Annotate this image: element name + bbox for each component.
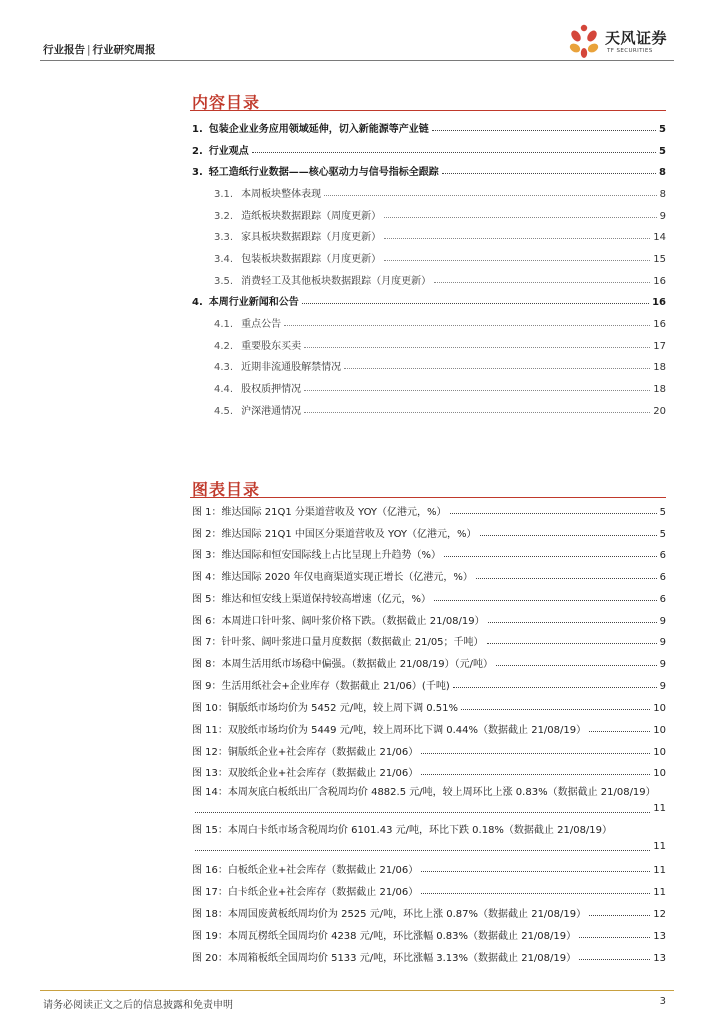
- toc-entry-label: [214, 402, 301, 417]
- toc-entry-text: 本周行业新闻和公告: [208, 297, 299, 308]
- logo-english-name: TF SECURITIES: [607, 48, 653, 54]
- toc-entry-label: [214, 272, 431, 287]
- figure-entry[interactable]: [192, 720, 666, 736]
- figure-entry-label: 图 12：铜版纸企业+社会库存（数据截止 21/06）: [192, 747, 419, 758]
- toc-entry-number: 4.5.: [214, 406, 234, 417]
- figure-entry-page: 6: [659, 572, 666, 583]
- figure-entry-page: 13: [653, 931, 666, 942]
- figures-title: 图表目录: [192, 480, 261, 499]
- figure-entry-label: 图 20：本周箱板纸全国周均价 5133 元/吨，环比涨幅 3.13%（数据截止 21/08/19）: [192, 953, 577, 964]
- toc-entry-text: 家具板块数据跟踪（月度更新）: [241, 232, 382, 243]
- dot-leader: [304, 412, 650, 413]
- dot-leader: [384, 238, 650, 239]
- toc-entry-number: 3.5.: [214, 276, 234, 287]
- toc-entry-text: 沪深港通情况: [241, 406, 302, 417]
- figure-entry-label: 图 19：本周瓦楞纸全国周均价 4238 元/吨，环比涨幅 0.83%（数据截止 21/08/19）: [192, 931, 577, 942]
- dot-leader: [195, 850, 650, 851]
- dot-leader: [496, 665, 657, 666]
- figure-entry-label: 图 14：本周灰底白板纸出厂含税周均价 4882.5 元/吨，较上周环比上涨 0.83%（数据截止 21/08/19）: [192, 787, 656, 798]
- toc-entry[interactable]: [214, 184, 666, 200]
- dot-leader: [252, 152, 656, 153]
- figure-entry-label: 图 3：维达国际和恒安国际线上占比呈现上升趋势（%）: [192, 550, 442, 561]
- header-divider: [40, 60, 674, 61]
- figure-entry-page: 6: [659, 550, 666, 561]
- dot-leader: [579, 959, 650, 960]
- toc-entry-label: [192, 293, 299, 308]
- figure-entry[interactable]: [192, 676, 666, 692]
- figure-entry-page: 9: [659, 637, 666, 648]
- toc-entry[interactable]: [214, 357, 666, 373]
- toc-entry-text: 股权质押情况: [241, 384, 302, 395]
- figure-entry-page: 9: [659, 659, 666, 670]
- toc-entry-page: 16: [652, 297, 666, 308]
- dot-leader: [488, 622, 657, 623]
- figure-entry[interactable]: [192, 948, 666, 964]
- toc-entry[interactable]: [192, 119, 666, 135]
- dot-leader: [302, 303, 649, 304]
- figure-entry-page: 13: [653, 953, 666, 964]
- figure-entry[interactable]: [192, 904, 666, 920]
- toc-entry-page: 14: [653, 232, 666, 243]
- toc-entry[interactable]: [192, 292, 666, 308]
- figure-entry-page: 10: [653, 768, 666, 779]
- toc-entry-page: 16: [653, 276, 666, 287]
- figure-entry[interactable]: [192, 589, 666, 605]
- logo-chinese-name: 天风证券: [605, 29, 668, 47]
- figure-entry-page: 11: [653, 887, 666, 898]
- toc-entry-text: 重要股东买卖: [241, 341, 302, 352]
- toc-entry-text: 近期非流通股解禁情况: [241, 362, 342, 373]
- dot-leader: [450, 513, 657, 514]
- figure-entry[interactable]: [192, 502, 666, 518]
- figure-entry-label: 图 17：白卡纸企业+社会库存（数据截止 21/06）: [192, 887, 419, 898]
- dot-leader: [384, 260, 650, 261]
- dot-leader: [284, 325, 650, 326]
- toc-entry-label: [192, 120, 429, 135]
- dot-leader: [421, 753, 650, 754]
- toc-entry[interactable]: [214, 379, 666, 395]
- toc-entry-label: [214, 207, 381, 222]
- contents-title-rule: [190, 110, 666, 111]
- figure-entry-page: 6: [659, 594, 666, 605]
- figures-title-rule: [190, 497, 666, 498]
- figure-entry[interactable]: [192, 860, 666, 876]
- dot-leader: [384, 217, 657, 218]
- toc-entry-number: 4.2.: [214, 341, 234, 352]
- toc-entry-number: 4.1.: [214, 319, 234, 330]
- toc-entry-text: 行业观点: [208, 146, 249, 157]
- figure-entry-label: 图 13：双胶纸企业+社会库存（数据截止 21/06）: [192, 768, 419, 779]
- figure-entry-page: 5: [659, 529, 666, 540]
- toc-entry[interactable]: [214, 314, 666, 330]
- toc-entry-number: 3.: [192, 167, 203, 178]
- dot-leader: [476, 578, 657, 579]
- dot-leader: [304, 390, 650, 391]
- figure-entry-page: 11: [653, 841, 666, 852]
- figure-entry-label: 图 6：本周进口针叶浆、阔叶浆价格下跌。（数据截止 21/08/19）: [192, 616, 485, 627]
- figure-entry-page: 5: [659, 507, 666, 518]
- figure-entry-page: 9: [659, 681, 666, 692]
- dot-leader: [453, 687, 657, 688]
- toc-entry-number: 4.: [192, 297, 203, 308]
- figure-entry[interactable]: [192, 567, 666, 583]
- dot-leader: [589, 915, 650, 916]
- dot-leader: [579, 937, 650, 938]
- figure-entry-page: 11: [653, 803, 666, 814]
- toc-entry-label: [214, 337, 301, 352]
- toc-entry[interactable]: [192, 162, 666, 178]
- figure-entry[interactable]: [192, 823, 666, 855]
- figure-entry[interactable]: [192, 524, 666, 540]
- toc-entry-number: 4.4.: [214, 384, 234, 395]
- toc-entry-page: 17: [653, 341, 666, 352]
- page-number: 3: [659, 996, 666, 1007]
- dot-leader: [432, 130, 656, 131]
- tf-securities-logo: [567, 23, 677, 61]
- toc-entry-text: 包装企业业务应用领域延伸，切入新能源等产业链: [208, 124, 429, 135]
- toc-entry[interactable]: [192, 141, 666, 157]
- toc-entry-label: [214, 358, 341, 373]
- dot-leader: [344, 368, 650, 369]
- toc-entry-number: 2.: [192, 146, 203, 157]
- dot-leader: [421, 871, 650, 872]
- toc-entry[interactable]: [214, 249, 666, 265]
- figure-entry-page: 12: [653, 909, 666, 920]
- dot-leader: [442, 173, 656, 174]
- dot-leader: [487, 643, 657, 644]
- figure-entry-label: 图 7：针叶浆、阔叶浆进口量月度数据（数据截止 21/05；千吨）: [192, 637, 484, 648]
- dot-leader: [195, 812, 650, 813]
- toc-entry-page: 5: [659, 124, 666, 135]
- contents-title: 内容目录: [192, 93, 261, 112]
- figure-entry-page: 10: [653, 725, 666, 736]
- toc-entry[interactable]: [214, 271, 666, 287]
- dot-leader: [421, 774, 650, 775]
- figure-entry-page: 9: [659, 616, 666, 627]
- figure-entry[interactable]: [192, 785, 666, 817]
- figure-entry-page: 10: [653, 703, 666, 714]
- toc-entry-label: [214, 185, 321, 200]
- toc-entry-page: 16: [653, 319, 666, 330]
- toc-entry-text: 轻工造纸行业数据——核心驱动力与信号指标全跟踪: [208, 167, 439, 178]
- toc-entry-number: 1.: [192, 124, 203, 135]
- toc-entry-page: 9: [659, 211, 666, 222]
- doc-type: 行业报告: [43, 44, 85, 56]
- toc-entry-number: 3.4.: [214, 254, 234, 265]
- figure-entry-label: 图 2：维达国际 21Q1 中国区分渠道营收及 YOY（亿港元，%）: [192, 529, 477, 540]
- figure-entry-label: 图 4：维达国际 2020 年仅电商渠道实现正增长（亿港元，%）: [192, 572, 473, 583]
- dot-leader: [304, 347, 650, 348]
- figure-entry[interactable]: [192, 545, 666, 561]
- toc-entry-label: [192, 142, 249, 157]
- footer-divider: [40, 990, 674, 991]
- toc-entry-label: [214, 315, 281, 330]
- figure-entry-page: 10: [653, 747, 666, 758]
- toc-entry-label: [214, 250, 381, 265]
- figure-entry-label: 图 1：维达国际 21Q1 分渠道营收及 YOY（亿港元，%）: [192, 507, 447, 518]
- toc-entry[interactable]: [214, 336, 666, 352]
- toc-entry-label: [214, 228, 381, 243]
- figure-entry[interactable]: [192, 882, 666, 898]
- toc-entry-page: 20: [653, 406, 666, 417]
- figure-entry[interactable]: [192, 763, 666, 779]
- toc-entry-page: 8: [659, 189, 666, 200]
- toc-entry-number: 3.1.: [214, 189, 234, 200]
- figure-entry-label: 图 5：维达和恒安线上渠道保持较高增速（亿元，%）: [192, 594, 432, 605]
- figure-entry-label: 图 16：白板纸企业+社会库存（数据截止 21/06）: [192, 865, 419, 876]
- dot-leader: [461, 709, 650, 710]
- toc-entry[interactable]: [214, 206, 666, 222]
- toc-entry-label: [214, 380, 301, 395]
- dot-leader: [480, 535, 657, 536]
- toc-entry-label: [192, 163, 439, 178]
- figure-entry-label: 图 8：本周生活用纸市场稳中偏强。（数据截止 21/08/19）（元/吨）: [192, 659, 494, 670]
- header-separator: |: [87, 44, 91, 56]
- toc-entry-page: 5: [659, 146, 666, 157]
- figure-entry[interactable]: [192, 632, 666, 648]
- toc-entry-number: 3.2.: [214, 211, 234, 222]
- toc-entry-page: 15: [653, 254, 666, 265]
- dot-leader: [444, 556, 657, 557]
- footer-disclaimer: 请务必阅读正文之后的信息披露和免责申明: [43, 1000, 233, 1011]
- figure-entry[interactable]: [192, 926, 666, 942]
- toc-entry-page: 8: [659, 167, 666, 178]
- toc-entry[interactable]: [214, 401, 666, 417]
- figure-entry[interactable]: [192, 611, 666, 627]
- figure-entry-label: 图 11：双胶纸市场均价为 5449 元/吨，较上周环比下调 0.44%（数据截止 21/08/19）: [192, 725, 587, 736]
- figure-entry-label: 图 18：本周国废黄板纸周均价为 2525 元/吨，环比上涨 0.87%（数据截止 21/08/19）: [192, 909, 587, 920]
- toc-entry-page: 18: [653, 362, 666, 373]
- figure-entry-label: 图 15：本周白卡纸市场含税周均价 6101.43 元/吨，环比下跌 0.18%（数据截止 21/08/19）: [192, 825, 613, 836]
- figure-entry-page: 11: [653, 865, 666, 876]
- dot-leader: [589, 731, 650, 732]
- toc-entry-number: 4.3.: [214, 362, 234, 373]
- toc-entry[interactable]: [214, 227, 666, 243]
- dot-leader: [421, 893, 650, 894]
- figure-entry-label: 图 10：铜版纸市场均价为 5452 元/吨，较上周下调 0.51%: [192, 703, 459, 714]
- report-series: 行业研究周报: [92, 44, 156, 56]
- dot-leader: [324, 195, 657, 196]
- tf-logo-icon: [567, 23, 601, 59]
- dot-leader: [434, 600, 657, 601]
- figure-entry[interactable]: [192, 698, 666, 714]
- report-category: [43, 42, 156, 57]
- toc-entry-text: 造纸板块数据跟踪（周度更新）: [241, 211, 382, 222]
- toc-entry-text: 本周板块整体表现: [241, 189, 322, 200]
- dot-leader: [434, 282, 650, 283]
- toc-entry-text: 包装板块数据跟踪（月度更新）: [241, 254, 382, 265]
- toc-entry-text: 重点公告: [241, 319, 282, 330]
- toc-entry-page: 18: [653, 384, 666, 395]
- figure-entry-label: 图 9：生活用纸社会+企业库存（数据截止 21/06）(千吨): [192, 681, 450, 692]
- toc-entry-number: 3.3.: [214, 232, 234, 243]
- toc-entry-text: 消费轻工及其他板块数据跟踪（月度更新）: [241, 276, 432, 287]
- figure-entry[interactable]: [192, 654, 666, 670]
- figure-entry[interactable]: [192, 742, 666, 758]
